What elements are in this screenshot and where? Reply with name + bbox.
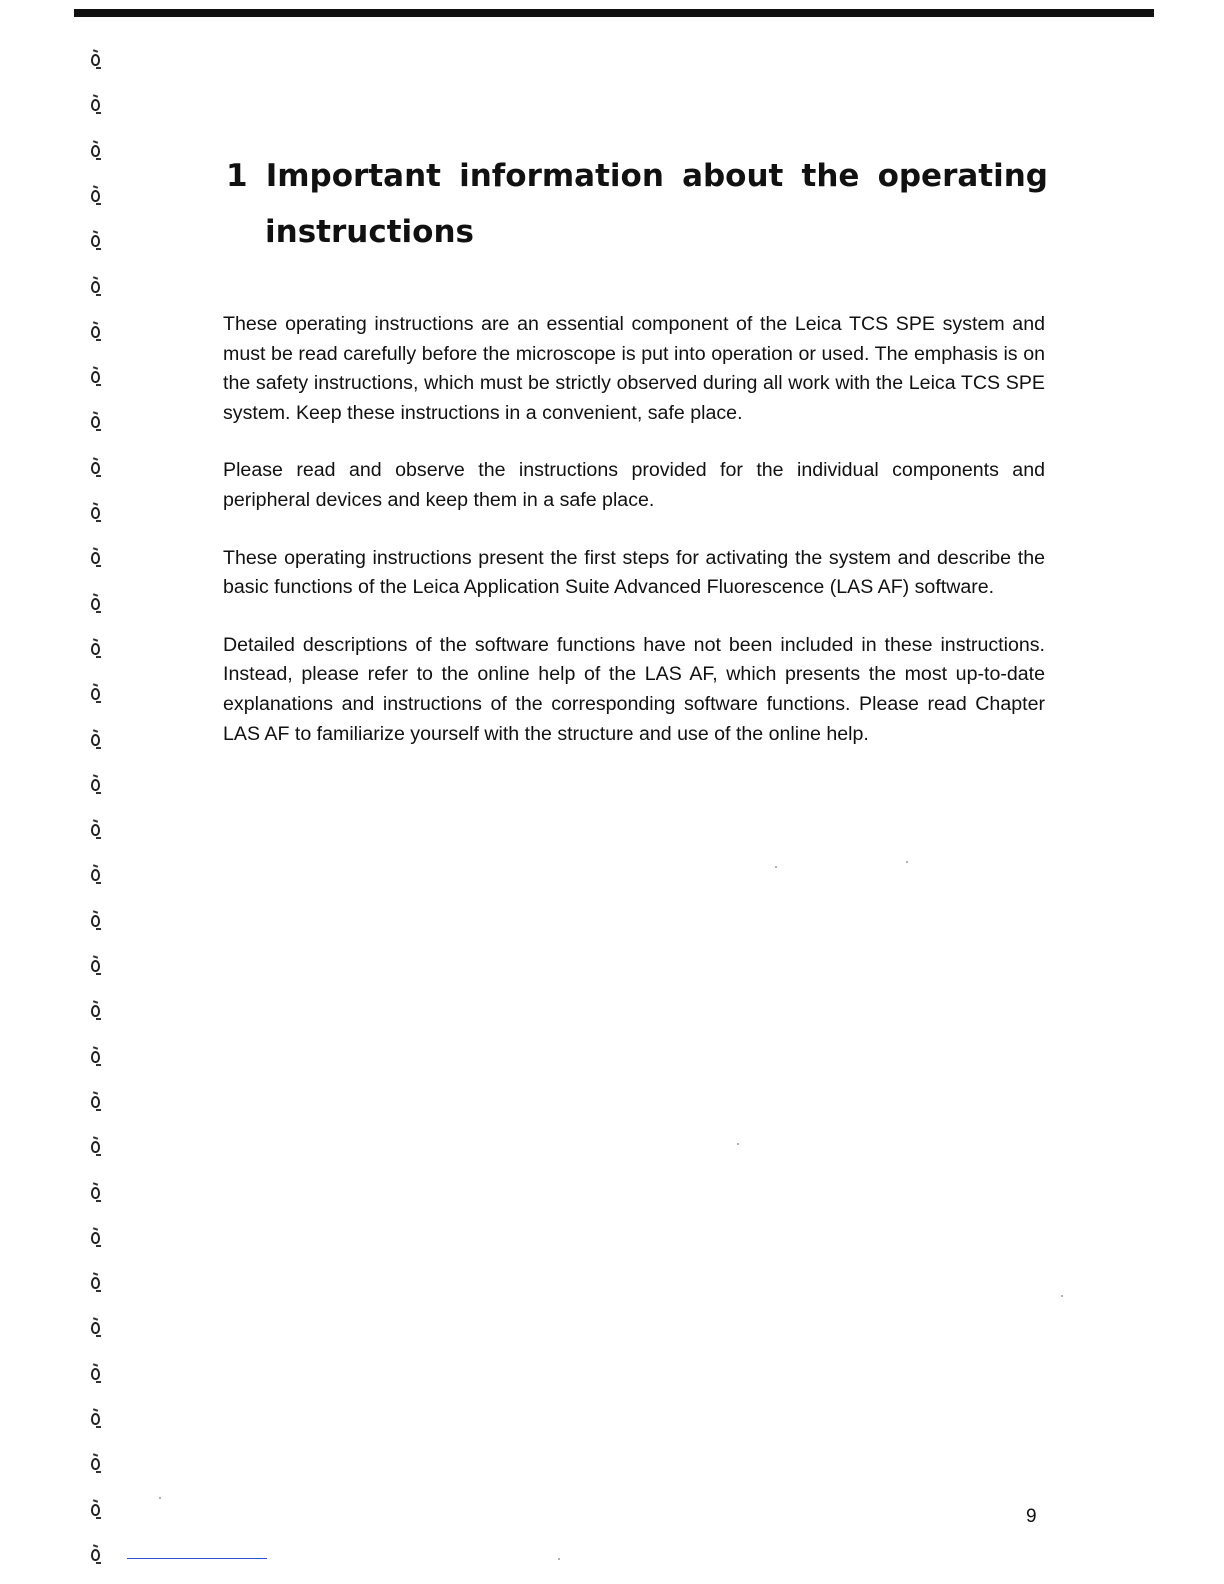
binding-hole-loop (91, 1322, 100, 1334)
binding-hole-mark (88, 1273, 104, 1295)
binding-hole-loop (91, 1141, 100, 1153)
binding-hole-mark (88, 1183, 104, 1205)
binding-hole-loop (91, 552, 100, 564)
page-number: 9 (1026, 1506, 1037, 1527)
binding-hole-mark (88, 1454, 104, 1476)
scan-speck (737, 1143, 739, 1145)
binding-hole-tail (96, 747, 101, 749)
binding-hole-tick (93, 366, 98, 370)
binding-hole-loop (91, 235, 100, 247)
binding-hole-tail (96, 1562, 101, 1564)
binding-hole-tick (93, 1091, 98, 1095)
binding-hole-tail (96, 1200, 101, 1202)
scan-speck (1061, 1295, 1063, 1297)
binding-hole-tick (93, 910, 98, 914)
paragraph: Detailed descriptions of the software functions have not been included in these instructions. Instead, please refer to the online help of the LAS AF, which presents the most up-to-date explanations and instructions of the corresponding software functions. Please read Chapter LAS AF to familiarize yourself with the structure and use of the online help. (223, 633, 1045, 745)
heading-word: operating (877, 158, 1048, 194)
binding-hole-tail (96, 1426, 101, 1428)
binding-hole-tick (93, 1318, 98, 1322)
binding-hole-mark (88, 277, 104, 299)
binding-hole-tick (93, 1046, 98, 1050)
binding-hole-loop (91, 462, 100, 474)
heading-word: Important (265, 158, 441, 194)
binding-hole-mark (88, 367, 104, 389)
scan-speck (906, 861, 908, 863)
binding-hole-tail (96, 475, 101, 477)
binding-hole-loop (91, 371, 100, 383)
binding-hole-loop (91, 54, 100, 66)
binding-hole-tail (96, 1109, 101, 1111)
heading-word: about (682, 158, 784, 194)
chapter-number: 1 (226, 158, 248, 194)
binding-hole-tick (93, 457, 98, 461)
binding-hole-tick (93, 638, 98, 642)
binding-hole-mark (88, 684, 104, 706)
binding-hole-tick (93, 95, 98, 99)
binding-hole-mark (88, 1001, 104, 1023)
binding-hole-tail (96, 701, 101, 703)
binding-hole-loop (91, 824, 100, 836)
binding-hole-loop (91, 326, 100, 338)
binding-hole-tick (93, 1272, 98, 1276)
chapter-heading-line1 (226, 148, 1048, 204)
binding-hole-tick (93, 683, 98, 687)
binding-hole-tick (93, 1454, 98, 1458)
binding-hole-tail (96, 1064, 101, 1066)
binding-hole-loop (91, 416, 100, 428)
binding-hole-tick (93, 1499, 98, 1503)
binding-hole-tail (96, 112, 101, 114)
binding-hole-loop (91, 960, 100, 972)
binding-hole-tail (96, 1290, 101, 1292)
binding-hole-tick (93, 1182, 98, 1186)
binding-hole-mark (88, 1364, 104, 1386)
top-rule (74, 9, 1154, 17)
body-text (223, 310, 1045, 777)
binding-hole-mark (88, 730, 104, 752)
binding-hole-tick (93, 1363, 98, 1367)
binding-hole-loop (91, 643, 100, 655)
heading-word: the (801, 158, 860, 194)
binding-hole-mark (88, 639, 104, 661)
binding-hole-tail (96, 792, 101, 794)
paragraph: Please read and observe the instructions provided for the individual components and peripheral devices and keep them in a safe place. (223, 459, 1045, 511)
binding-hole-tick (93, 49, 98, 53)
binding-hole-loop (91, 507, 100, 519)
binding-hole-tick (93, 593, 98, 597)
binding-hole-mark (88, 1500, 104, 1522)
binding-hole-loop (91, 145, 100, 157)
binding-hole-tail (96, 882, 101, 884)
binding-hole-mark (88, 1545, 104, 1567)
binding-hole-tick (93, 819, 98, 823)
binding-hole-loop (91, 1005, 100, 1017)
binding-hole-tail (96, 928, 101, 930)
binding-hole-loop (91, 1277, 100, 1289)
binding-hole-mark (88, 865, 104, 887)
binding-hole-tick (93, 548, 98, 552)
binding-hole-tail (96, 384, 101, 386)
binding-hole-tail (96, 1018, 101, 1020)
binding-hole-tick (93, 1408, 98, 1412)
binding-margin (78, 40, 118, 1580)
binding-hole-tail (96, 294, 101, 296)
binding-hole-loop (91, 190, 100, 202)
binding-hole-loop (91, 688, 100, 700)
binding-hole-tick (93, 276, 98, 280)
binding-hole-mark (88, 820, 104, 842)
binding-hole-loop (91, 779, 100, 791)
binding-hole-mark (88, 50, 104, 72)
binding-hole-loop (91, 1368, 100, 1380)
binding-hole-loop (91, 869, 100, 881)
scan-speck (558, 1558, 560, 1560)
binding-hole-tail (96, 611, 101, 613)
binding-hole-tick (93, 1544, 98, 1548)
binding-hole-mark (88, 322, 104, 344)
binding-hole-mark (88, 1409, 104, 1431)
binding-hole-tail (96, 1517, 101, 1519)
binding-hole-loop (91, 1549, 100, 1561)
binding-hole-tick (93, 321, 98, 325)
binding-hole-tick (93, 955, 98, 959)
binding-hole-tail (96, 1154, 101, 1156)
binding-hole-mark (88, 95, 104, 117)
binding-hole-mark (88, 1092, 104, 1114)
binding-hole-tick (93, 140, 98, 144)
binding-hole-tail (96, 656, 101, 658)
binding-hole-mark (88, 594, 104, 616)
scan-speck (159, 1497, 161, 1499)
binding-hole-tail (96, 339, 101, 341)
chapter-heading-line2: instructions (265, 214, 474, 250)
binding-hole-tick (93, 230, 98, 234)
binding-hole-tail (96, 973, 101, 975)
heading-word: information (459, 158, 664, 194)
binding-hole-loop (91, 1096, 100, 1108)
binding-hole-mark (88, 1318, 104, 1340)
binding-hole-tail (96, 67, 101, 69)
binding-hole-mark (88, 1047, 104, 1069)
binding-hole-tick (93, 185, 98, 189)
binding-hole-loop (91, 1504, 100, 1516)
binding-hole-loop (91, 281, 100, 293)
binding-hole-mark (88, 956, 104, 978)
binding-hole-tail (96, 837, 101, 839)
binding-hole-mark (88, 141, 104, 163)
paragraph: These operating instructions present the first steps for activating the system and describe the basic functions of the Leica Application Suite Advanced Fluorescence (LAS AF) software. (223, 546, 1045, 599)
binding-hole-tick (93, 412, 98, 416)
binding-hole-tick (93, 774, 98, 778)
bottom-rule (127, 1558, 267, 1559)
binding-hole-mark (88, 1137, 104, 1159)
binding-hole-loop (91, 734, 100, 746)
binding-hole-tick (93, 502, 98, 506)
binding-hole-mark (88, 548, 104, 570)
binding-hole-loop (91, 598, 100, 610)
binding-hole-tail (96, 1381, 101, 1383)
binding-hole-tick (93, 1136, 98, 1140)
binding-hole-tail (96, 429, 101, 431)
binding-hole-tail (96, 158, 101, 160)
binding-hole-loop (91, 1051, 100, 1063)
chapter-heading (226, 148, 1048, 260)
binding-hole-loop (91, 1413, 100, 1425)
binding-hole-tick (93, 865, 98, 869)
binding-hole-tail (96, 1245, 101, 1247)
binding-hole-loop (91, 1232, 100, 1244)
binding-hole-mark (88, 186, 104, 208)
binding-hole-mark (88, 503, 104, 525)
binding-hole-loop (91, 915, 100, 927)
binding-hole-tick (93, 1227, 98, 1231)
scan-speck (775, 866, 777, 868)
binding-hole-tail (96, 520, 101, 522)
binding-hole-loop (91, 1458, 100, 1470)
binding-hole-loop (91, 99, 100, 111)
binding-hole-tick (93, 1001, 98, 1005)
binding-hole-mark (88, 231, 104, 253)
binding-hole-tail (96, 565, 101, 567)
binding-hole-tick (93, 729, 98, 733)
binding-hole-mark (88, 1228, 104, 1250)
binding-hole-mark (88, 458, 104, 480)
binding-hole-loop (91, 1187, 100, 1199)
binding-hole-tail (96, 1335, 101, 1337)
binding-hole-tail (96, 203, 101, 205)
binding-hole-mark (88, 412, 104, 434)
binding-hole-tail (96, 1471, 101, 1473)
binding-hole-tail (96, 248, 101, 250)
paragraph: These operating instructions are an essential component of the Leica TCS SPE system and must be read carefully before the microscope is put into operation or used. The emphasis is on the safety instructions, which must be strictly observed during all work with the Leica TCS SPE system. Keep these instructions in a convenient, safe place. (223, 313, 1045, 424)
binding-hole-mark (88, 775, 104, 797)
binding-hole-mark (88, 911, 104, 933)
